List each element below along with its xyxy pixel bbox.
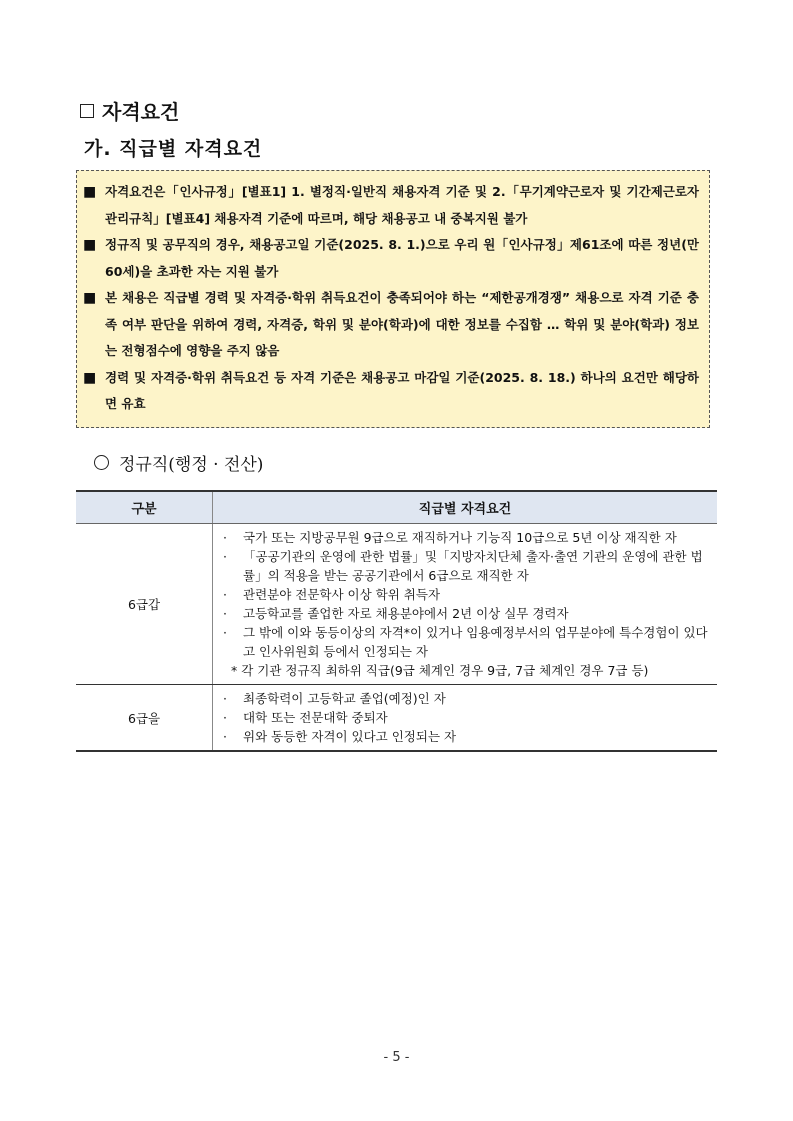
grade-cell: 6급갑 (76, 524, 213, 685)
bullet-dot-icon: · (223, 710, 227, 725)
requirement-item (223, 604, 711, 623)
requirement-item (223, 528, 711, 547)
bullet-dot-icon: · (223, 530, 227, 545)
notice-item (83, 179, 699, 232)
category-heading (94, 450, 263, 475)
grade-cell: 6급을 (76, 685, 213, 752)
table-row (76, 685, 717, 752)
requirement-text: 관련분야 전문학사 이상 학위 취득자 (243, 587, 441, 602)
bullet-dot-icon: · (223, 691, 227, 706)
requirement-text: 최종학력이 고등학교 졸업(예정)인 자 (243, 691, 446, 706)
header-requirements: 직급별 자격요건 (213, 491, 718, 524)
bullet-dot-icon: · (223, 606, 227, 621)
bullet-dot-icon: · (223, 625, 227, 640)
requirements-cell (213, 685, 718, 752)
requirement-text: 대학 또는 전문대학 중퇴자 (243, 710, 388, 725)
table-row (76, 524, 717, 685)
square-bullet-icon (80, 104, 94, 118)
square-filled-icon: ■ (83, 290, 97, 306)
bullet-dot-icon: · (223, 587, 227, 602)
requirement-item (223, 689, 711, 708)
requirement-text: 고등학교를 졸업한 자로 채용분야에서 2년 이상 실무 경력자 (243, 606, 569, 621)
notice-item (83, 285, 699, 365)
notice-text: 본 채용은 직급별 경력 및 자격증·학위 취득요건이 충족되어야 하는 “제한공개경쟁” 채용으로 자격 기준 충족 여부 판단을 위하여 경력, 자격증, 학위 및 분야(학과)에 대한 정보를 수집함 … 학위 및 분야(학과) 정보는 전형점수에 영향을 주지 않음 (105, 290, 699, 358)
notice-text: 자격요건은「인사규정」[별표1] 1. 별정직·일반직 채용자격 기준 및 2.「무기계약근로자 및 기간제근로자 관리규칙」[별표4] 채용자격 기준에 따르며, 해당 채용공고 내 중복지원 불가 (105, 184, 699, 226)
section-heading (80, 96, 179, 125)
subsection-title: 가. 직급별 자격요건 (84, 138, 263, 160)
requirement-item (223, 727, 711, 746)
header-category: 구분 (76, 491, 213, 524)
circle-bullet-icon (94, 455, 109, 470)
requirement-item (223, 623, 711, 661)
bullet-dot-icon: · (223, 549, 227, 564)
requirement-item (223, 547, 711, 585)
requirement-note: * 각 기관 정규직 최하위 직급(9급 체계인 경우 9급, 7급 체계인 경우 7급 등) (231, 663, 649, 678)
section-title: 자격요건 (102, 100, 180, 124)
requirement-item (223, 585, 711, 604)
requirements-table (76, 490, 717, 752)
bullet-dot-icon: · (223, 729, 227, 744)
square-filled-icon: ■ (83, 369, 97, 386)
category-title: 정규직(행정 · 전산) (119, 455, 264, 475)
table-header-row (76, 491, 717, 524)
notice-text: 경력 및 자격증·학위 취득요건 등 자격 기준은 채용공고 마감일 기준(2025. 8. 18.) 하나의 요건만 해당하면 유효 (105, 369, 699, 411)
notice-box (76, 170, 710, 428)
notice-item (83, 232, 699, 285)
page-number: - 5 - (383, 1050, 410, 1065)
notice-item (83, 365, 699, 418)
requirement-item (223, 708, 711, 727)
requirement-text: 그 밖에 이와 동등이상의 자격*이 있거나 임용예정부서의 업무분야에 특수경험이 있다고 인사위원회 등에서 인정되는 자 (243, 625, 708, 659)
requirement-text: 「공공기관의 운영에 관한 법률」및「지방자치단체 출자·출연 기관의 운영에 관한 법률」의 적용을 받는 공공기관에서 6급으로 재직한 자 (243, 549, 703, 583)
notice-text: 정규직 및 공무직의 경우, 채용공고일 기준(2025. 8. 1.)으로 우리 원「인사규정」제61조에 따른 정년(만 60세)을 초과한 자는 지원 불가 (105, 237, 699, 279)
requirements-cell (213, 524, 718, 685)
square-filled-icon: ■ (83, 184, 97, 200)
requirement-text: 위와 동등한 자격이 있다고 인정되는 자 (243, 729, 457, 744)
requirement-text: 국가 또는 지방공무원 9급으로 재직하거나 기능직 10급으로 5년 이상 재직한 자 (243, 530, 677, 545)
square-filled-icon: ■ (83, 237, 97, 253)
